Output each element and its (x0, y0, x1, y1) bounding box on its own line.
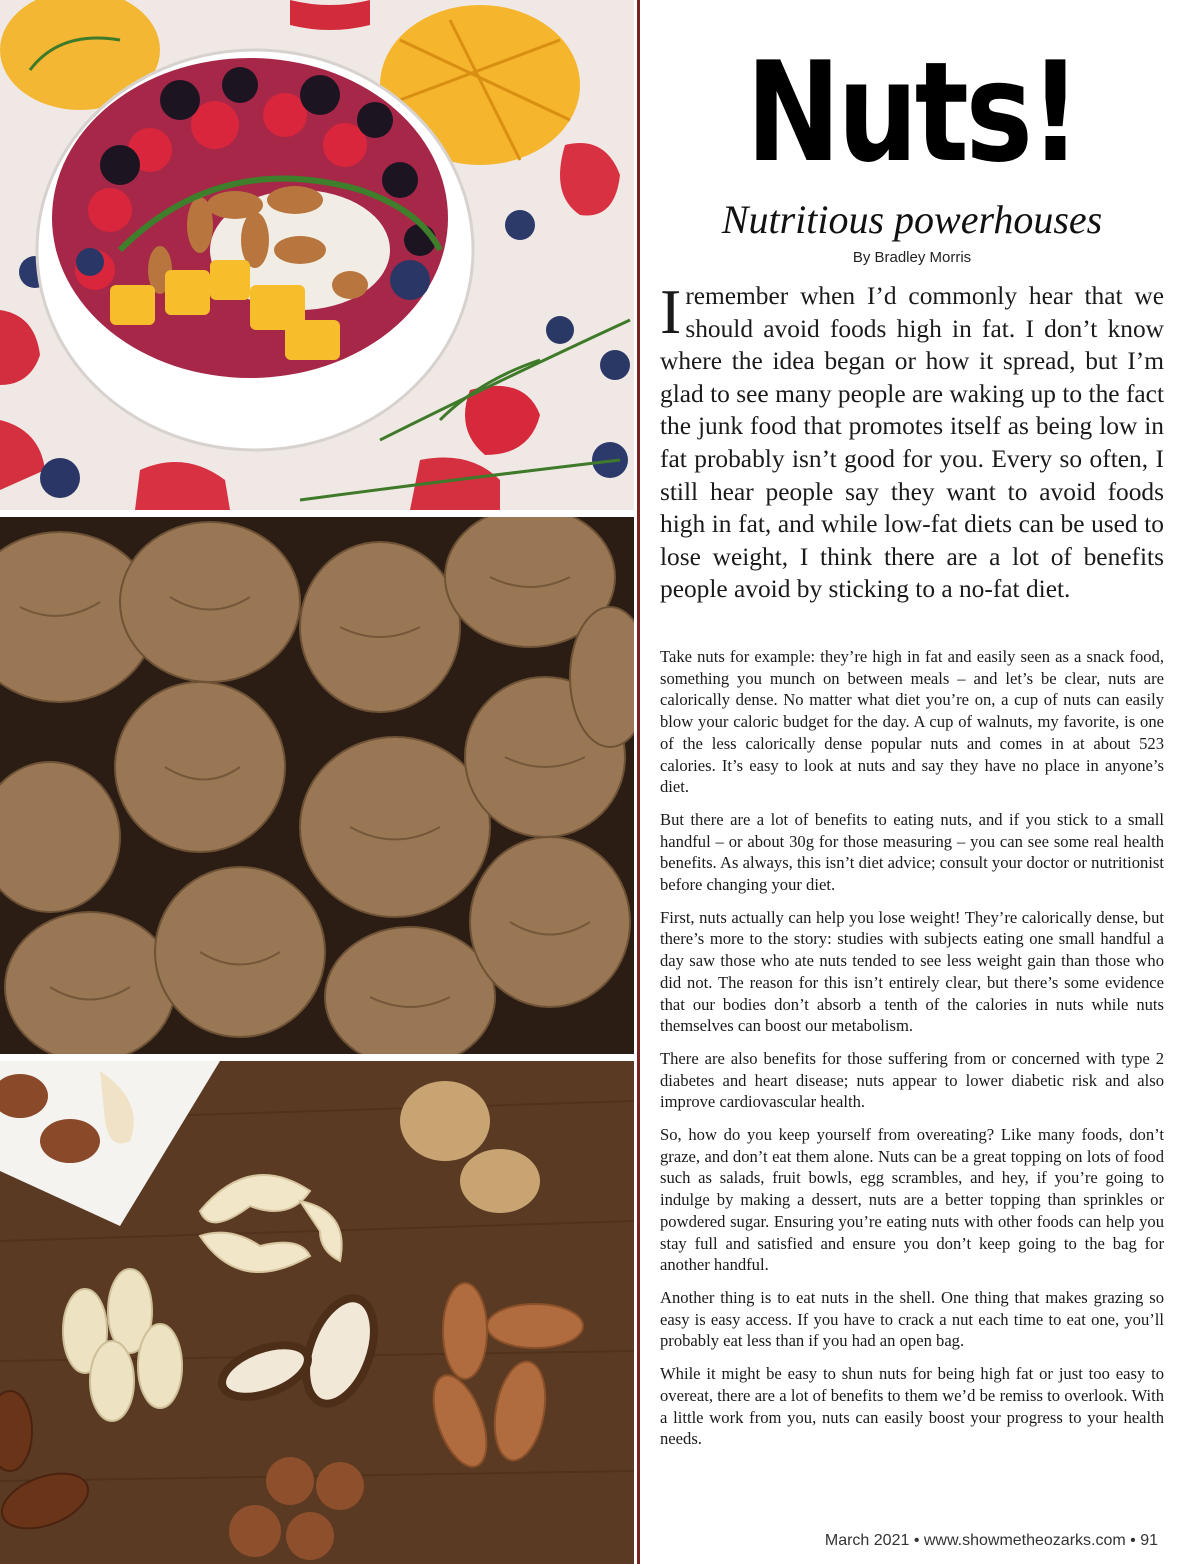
column-divider-rule (637, 0, 640, 1564)
body-paragraph: There are also benefits for those suffering from or concerned with type 2 diabetes and heart disease; nuts appear to lower diabetic risk and also improve cardiovascular health. (660, 1048, 1164, 1112)
body-paragraph: But there are a lot of benefits to eating nuts, and if you stick to a small handful – or about 30g for those measuring – you can see some real health benefits. As always, this isn’t diet advice; consult your doctor or nutritionist before changing your diet. (660, 809, 1164, 895)
article-body (660, 646, 1164, 1461)
body-paragraph: While it might be easy to shun nuts for being high fat or just too easy to overeat, there are a lot of benefits to them we’d be remiss to overlook. With a little work from you, nuts can easily boost your progress to your health needs. (660, 1364, 1164, 1449)
article-subtitle: Nutritious powerhouses (721, 197, 1103, 242)
photo-smoothie-bowl (0, 0, 634, 510)
body-paragraph: Take nuts for example: they’re high in fat and easily seen as a snack food, something you munch on between meals – and let’s be clear, nuts are calorically dense. No matter what diet you’re on, a cup of nuts can easily blow your caloric budget for the day. A cup of walnuts, my favorite, is one of the less calorically dense popular nuts and comes in at about 523 calories. It’s easy to look at nuts and say they have no place in anyone’s diet. (660, 647, 1164, 797)
lead-paragraph (660, 276, 1164, 606)
body-paragraph: Another thing is to eat nuts in the shell. One thing that makes grazing so easy is easy access. If you have to crack a nut each time to eat one, you’ll probably eat less than if you had an open bag. (660, 1287, 1164, 1351)
body-paragraph: First, nuts actually can help you lose weight! They’re calorically dense, but there’s more to the story: studies with subjects eating one small handful a day saw those who ate nuts tended to see less weight gain than those who did not. The reason for this isn’t entirely clear, but there’s some evidence that our bodies don’t absorb a tenth of the calories in nuts while nuts themselves can boost our metabolism. (660, 907, 1164, 1036)
lead-text: remember when I’d commonly hear that we should avoid foods high in fat. I don’t know where the idea began or how it spread, but I’m glad to see many people are waking up to the fact the junk food that promotes itself as being low in fat probably isn’t good for you. Every so often, I still hear people say they want to avoid foods high in fat, and while low-fat diets can be used to lose weight, I think there are a lot of benefits people avoid by sticking to a no-fat diet. (660, 282, 1164, 604)
article-title: Nuts! (746, 32, 1078, 193)
article-byline: By Bradley Morris (852, 249, 972, 266)
photo-walnuts (0, 517, 634, 1054)
page-footer: March 2021 • www.showmetheozarks.com • 91 (824, 1532, 1158, 1549)
drop-cap: I (660, 276, 682, 347)
body-paragraph: So, how do you keep yourself from overeating? Like many foods, don’t graze, and don’t eat them alone. Nuts can be a great topping on lots of food such as salads, fruit bowls, egg scrambles, and hey, if you’re going to indulge by making a dessert, nuts are a better topping than sprinkles or powdered sugar. Ensuring you’re eating nuts with other foods can help you stay full and satisfied and ensure you don’t keep going to the bag for another handful. (660, 1125, 1164, 1275)
article (660, 0, 1164, 1564)
photo-mixed-nuts (0, 1061, 634, 1564)
